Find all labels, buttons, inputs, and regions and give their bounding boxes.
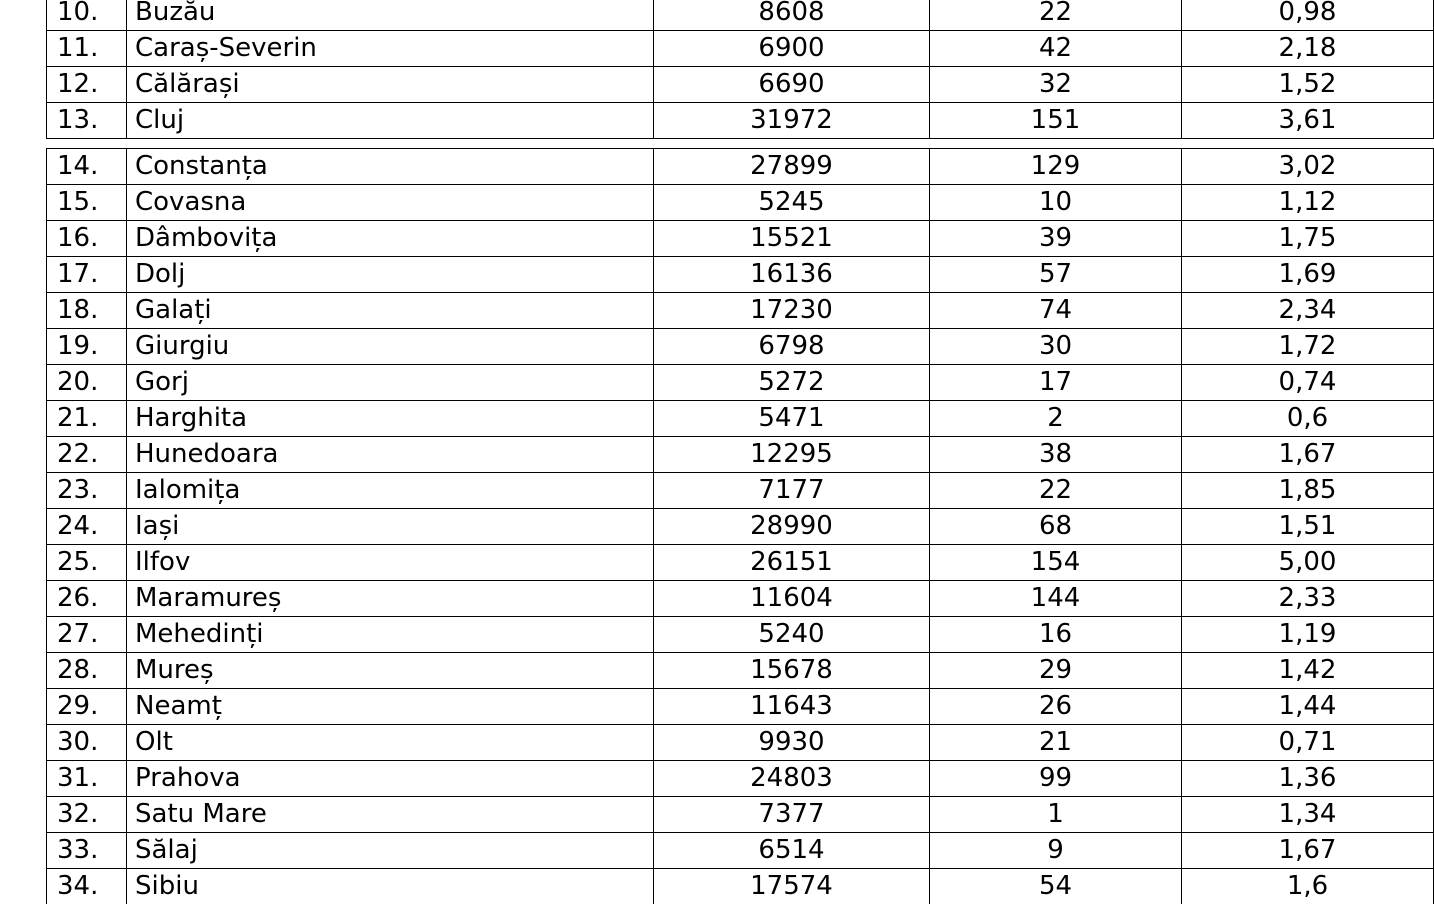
table-row [47, 617, 1434, 653]
county-name: Maramureș [127, 581, 654, 617]
table-row [47, 581, 1434, 617]
value-3: 1,67 [1182, 437, 1434, 473]
value-2: 57 [930, 257, 1182, 293]
value-3: 1,6 [1182, 869, 1434, 904]
value-3: 2,33 [1182, 581, 1434, 617]
value-1: 6690 [654, 67, 930, 103]
value-3: 1,72 [1182, 329, 1434, 365]
table-row [47, 545, 1434, 581]
row-number: 17. [47, 257, 127, 293]
value-2: 32 [930, 67, 1182, 103]
county-name: Constanța [127, 149, 654, 185]
value-2: 16 [930, 617, 1182, 653]
value-3: 0,98 [1182, 0, 1434, 31]
value-1: 12295 [654, 437, 930, 473]
value-1: 9930 [654, 725, 930, 761]
county-name: Satu Mare [127, 797, 654, 833]
value-3: 0,71 [1182, 725, 1434, 761]
value-3: 5,00 [1182, 545, 1434, 581]
row-number: 25. [47, 545, 127, 581]
value-3: 1,36 [1182, 761, 1434, 797]
row-number: 28. [47, 653, 127, 689]
value-1: 17574 [654, 869, 930, 904]
row-number: 19. [47, 329, 127, 365]
value-2: 1 [930, 797, 1182, 833]
table-row [47, 689, 1434, 725]
table-row [47, 653, 1434, 689]
county-name: Cluj [127, 103, 654, 139]
value-2: 129 [930, 149, 1182, 185]
value-3: 1,12 [1182, 185, 1434, 221]
value-2: 29 [930, 653, 1182, 689]
county-table-bottom [46, 148, 1434, 904]
county-name: Galați [127, 293, 654, 329]
value-1: 11643 [654, 689, 930, 725]
county-name: Sălaj [127, 833, 654, 869]
value-2: 38 [930, 437, 1182, 473]
county-name: Neamț [127, 689, 654, 725]
row-number: 13. [47, 103, 127, 139]
value-1: 6900 [654, 31, 930, 67]
county-name: Călărași [127, 67, 654, 103]
value-3: 1,52 [1182, 67, 1434, 103]
value-1: 28990 [654, 509, 930, 545]
value-1: 5272 [654, 365, 930, 401]
row-number: 26. [47, 581, 127, 617]
county-name: Mehedinți [127, 617, 654, 653]
county-name: Harghita [127, 401, 654, 437]
row-number: 18. [47, 293, 127, 329]
county-table-top [46, 0, 1434, 139]
table-top-body [47, 0, 1434, 139]
value-3: 2,18 [1182, 31, 1434, 67]
value-2: 39 [930, 221, 1182, 257]
table-row [47, 473, 1434, 509]
value-1: 5471 [654, 401, 930, 437]
value-2: 99 [930, 761, 1182, 797]
county-name: Olt [127, 725, 654, 761]
county-name: Ilfov [127, 545, 654, 581]
county-name: Prahova [127, 761, 654, 797]
table-row [47, 0, 1434, 31]
table-row [47, 149, 1434, 185]
row-number: 22. [47, 437, 127, 473]
county-name: Ialomița [127, 473, 654, 509]
row-number: 15. [47, 185, 127, 221]
value-2: 17 [930, 365, 1182, 401]
table-row [47, 185, 1434, 221]
county-name: Iași [127, 509, 654, 545]
value-1: 24803 [654, 761, 930, 797]
row-number: 31. [47, 761, 127, 797]
value-1: 11604 [654, 581, 930, 617]
county-name: Mureș [127, 653, 654, 689]
value-1: 7177 [654, 473, 930, 509]
value-3: 1,85 [1182, 473, 1434, 509]
value-2: 68 [930, 509, 1182, 545]
value-1: 6514 [654, 833, 930, 869]
value-2: 22 [930, 0, 1182, 31]
value-3: 1,34 [1182, 797, 1434, 833]
value-1: 16136 [654, 257, 930, 293]
value-1: 7377 [654, 797, 930, 833]
county-name: Dâmbovița [127, 221, 654, 257]
table-row [47, 869, 1434, 904]
county-name: Giurgiu [127, 329, 654, 365]
value-3: 1,19 [1182, 617, 1434, 653]
table-row [47, 437, 1434, 473]
row-number: 34. [47, 869, 127, 904]
row-number: 11. [47, 31, 127, 67]
county-name: Sibiu [127, 869, 654, 904]
value-3: 1,69 [1182, 257, 1434, 293]
row-number: 21. [47, 401, 127, 437]
value-1: 15521 [654, 221, 930, 257]
value-2: 10 [930, 185, 1182, 221]
table-row [47, 67, 1434, 103]
value-2: 30 [930, 329, 1182, 365]
value-1: 17230 [654, 293, 930, 329]
table-row [47, 725, 1434, 761]
value-2: 22 [930, 473, 1182, 509]
value-3: 1,75 [1182, 221, 1434, 257]
row-number: 20. [47, 365, 127, 401]
value-2: 74 [930, 293, 1182, 329]
value-3: 0,74 [1182, 365, 1434, 401]
value-2: 144 [930, 581, 1182, 617]
table-row [47, 221, 1434, 257]
value-1: 26151 [654, 545, 930, 581]
table-row [47, 103, 1434, 139]
county-name: Dolj [127, 257, 654, 293]
value-3: 1,51 [1182, 509, 1434, 545]
row-number: 16. [47, 221, 127, 257]
table-row [47, 293, 1434, 329]
value-2: 151 [930, 103, 1182, 139]
row-number: 14. [47, 149, 127, 185]
table-bottom-body [47, 149, 1434, 904]
value-1: 6798 [654, 329, 930, 365]
value-1: 15678 [654, 653, 930, 689]
row-number: 23. [47, 473, 127, 509]
table-row [47, 257, 1434, 293]
value-3: 3,02 [1182, 149, 1434, 185]
table-row [47, 761, 1434, 797]
value-3: 3,61 [1182, 103, 1434, 139]
value-2: 154 [930, 545, 1182, 581]
value-3: 1,67 [1182, 833, 1434, 869]
value-3: 0,6 [1182, 401, 1434, 437]
row-number: 29. [47, 689, 127, 725]
value-2: 9 [930, 833, 1182, 869]
table-row [47, 401, 1434, 437]
table-row [47, 833, 1434, 869]
row-number: 32. [47, 797, 127, 833]
value-2: 42 [930, 31, 1182, 67]
value-3: 2,34 [1182, 293, 1434, 329]
county-name: Gorj [127, 365, 654, 401]
value-3: 1,44 [1182, 689, 1434, 725]
value-1: 5245 [654, 185, 930, 221]
value-1: 5240 [654, 617, 930, 653]
value-1: 31972 [654, 103, 930, 139]
row-number: 12. [47, 67, 127, 103]
row-number: 33. [47, 833, 127, 869]
county-name: Buzău [127, 0, 654, 31]
table-row [47, 797, 1434, 833]
row-number: 30. [47, 725, 127, 761]
table-row [47, 509, 1434, 545]
row-number: 10. [47, 0, 127, 31]
value-2: 2 [930, 401, 1182, 437]
value-2: 21 [930, 725, 1182, 761]
table-row [47, 31, 1434, 67]
table-row [47, 365, 1434, 401]
county-name: Covasna [127, 185, 654, 221]
county-name: Hunedoara [127, 437, 654, 473]
value-1: 27899 [654, 149, 930, 185]
value-3: 1,42 [1182, 653, 1434, 689]
row-number: 27. [47, 617, 127, 653]
county-name: Caraș-Severin [127, 31, 654, 67]
row-number: 24. [47, 509, 127, 545]
value-2: 54 [930, 869, 1182, 904]
value-2: 26 [930, 689, 1182, 725]
table-row [47, 329, 1434, 365]
value-1: 8608 [654, 0, 930, 31]
